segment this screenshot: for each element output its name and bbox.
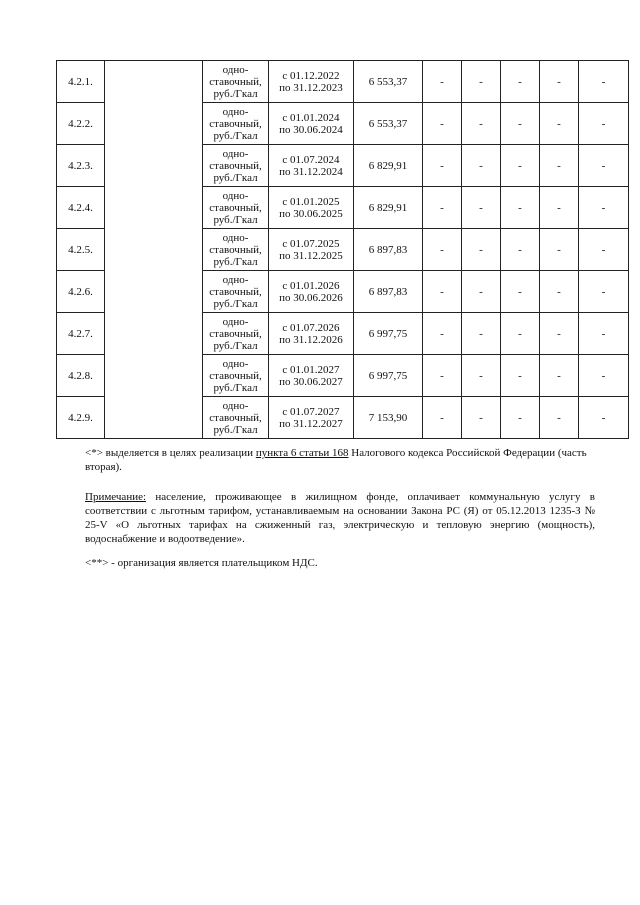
empty-value-dash: - (579, 313, 629, 355)
empty-value-dash: - (501, 355, 540, 397)
tariff-unit-line: ставочный, (209, 75, 262, 88)
empty-value-dash: - (540, 313, 579, 355)
empty-value-dash: - (501, 271, 540, 313)
empty-value-dash: - (462, 103, 501, 145)
empty-value-dash: - (423, 397, 462, 439)
tax-code-link[interactable]: пункта 6 статьи 168 (255, 447, 349, 459)
tariff-period (269, 103, 354, 145)
empty-value-dash: - (501, 397, 540, 439)
tariff-period-line: с 01.07.2025 (282, 237, 340, 250)
remark-label: Примечание: (85, 491, 147, 503)
row-number: 4.2.2. (57, 103, 105, 145)
footnote-vat-payer: <**> - организация является плательщиком НДС. (85, 557, 318, 569)
row-number: 4.2.3. (57, 145, 105, 187)
tariff-period-line: по 31.12.2024 (279, 165, 343, 178)
empty-value-dash: - (540, 355, 579, 397)
empty-value-dash: - (462, 145, 501, 187)
tariff-period (269, 145, 354, 187)
empty-value-dash: - (540, 145, 579, 187)
tariff-value: 6 553,37 (354, 61, 423, 103)
tariff-period-line: с 01.01.2026 (282, 279, 340, 292)
tariff-unit-line: одно- (222, 231, 249, 244)
empty-value-dash: - (423, 271, 462, 313)
tariff-unit-line: руб./Гкал (213, 87, 258, 100)
tariff-unit (203, 61, 269, 103)
empty-value-dash: - (540, 187, 579, 229)
tariff-period-line: по 30.06.2027 (279, 375, 343, 388)
tariff-unit-line: руб./Гкал (213, 255, 258, 268)
empty-value-dash: - (501, 145, 540, 187)
tariff-period-line: с 01.12.2022 (282, 69, 340, 82)
empty-value-dash: - (423, 313, 462, 355)
tariff-period-line: по 31.12.2023 (279, 81, 343, 94)
tariff-unit (203, 271, 269, 313)
empty-value-dash: - (462, 187, 501, 229)
tariff-period (269, 271, 354, 313)
remark-paragraph (85, 490, 595, 546)
tariff-unit-line: ставочный, (209, 201, 262, 214)
tariff-period-line: по 30.06.2024 (279, 123, 343, 136)
row-number: 4.2.6. (57, 271, 105, 313)
empty-value-dash: - (579, 271, 629, 313)
tariff-period-line: по 31.12.2027 (279, 417, 343, 430)
tariff-unit-line: ставочный, (209, 327, 262, 340)
tariff-value: 6 997,75 (354, 355, 423, 397)
empty-value-dash: - (501, 187, 540, 229)
empty-value-dash: - (423, 61, 462, 103)
empty-value-dash: - (423, 187, 462, 229)
tariff-unit (203, 313, 269, 355)
remark-text: население, проживающее в жилищном фонде, оплачивает коммунальную услугу в соответствии с льготным тарифом, устанавливаемым на основании Закона РС (Я) от 05.12.2013 1235-З № 25-V «О льготных тарифах на сжиженный газ, электрическую и тепловую энергию (мощность), водоснабжение и водоотведение». (85, 491, 595, 545)
row-number: 4.2.9. (57, 397, 105, 439)
tariff-unit-line: одно- (222, 147, 249, 160)
tariff-period-line: по 31.12.2026 (279, 333, 343, 346)
empty-value-dash: - (501, 229, 540, 271)
tariff-period-line: с 01.07.2024 (282, 153, 340, 166)
tariff-unit-line: одно- (222, 105, 249, 118)
tariff-value: 7 153,90 (354, 397, 423, 439)
tariff-value: 6 553,37 (354, 103, 423, 145)
tariff-table (56, 60, 629, 439)
tariff-unit-line: руб./Гкал (213, 213, 258, 226)
tariff-value: 6 829,91 (354, 145, 423, 187)
empty-value-dash: - (579, 397, 629, 439)
tariff-unit-line: руб./Гкал (213, 381, 258, 394)
footnote1-suffix: Налогового кодекса Российской Федерации (часть вторая). (85, 447, 587, 473)
empty-value-dash: - (462, 61, 501, 103)
empty-value-dash: - (579, 61, 629, 103)
tariff-unit-line: руб./Гкал (213, 423, 258, 436)
empty-value-dash: - (579, 355, 629, 397)
empty-value-dash: - (423, 145, 462, 187)
tariff-table-body (57, 61, 629, 439)
tariff-unit-line: одно- (222, 315, 249, 328)
tariff-unit-line: ставочный, (209, 285, 262, 298)
tariff-unit (203, 397, 269, 439)
empty-value-dash: - (540, 103, 579, 145)
tariff-period (269, 397, 354, 439)
empty-value-dash: - (579, 103, 629, 145)
tariff-unit (203, 355, 269, 397)
tariff-period-line: с 01.01.2027 (282, 363, 340, 376)
empty-value-dash: - (462, 229, 501, 271)
row-number: 4.2.8. (57, 355, 105, 397)
empty-value-dash: - (423, 103, 462, 145)
tariff-period-line: с 01.07.2027 (282, 405, 340, 418)
empty-value-dash: - (501, 61, 540, 103)
tariff-value: 6 829,91 (354, 187, 423, 229)
tariff-unit-line: руб./Гкал (213, 339, 258, 352)
tariff-unit-line: руб./Гкал (213, 171, 258, 184)
row-number: 4.2.1. (57, 61, 105, 103)
row-number: 4.2.5. (57, 229, 105, 271)
empty-value-dash: - (462, 355, 501, 397)
empty-value-dash: - (579, 187, 629, 229)
footnote1-prefix: <*> выделяется в целях реализации (85, 447, 256, 459)
tariff-unit-line: одно- (222, 189, 249, 202)
empty-value-dash: - (462, 313, 501, 355)
tariff-period (269, 61, 354, 103)
tariff-unit-line: руб./Гкал (213, 297, 258, 310)
tariff-period (269, 187, 354, 229)
empty-value-dash: - (540, 61, 579, 103)
tariff-period-line: по 31.12.2025 (279, 249, 343, 262)
empty-value-dash: - (501, 103, 540, 145)
tariff-value: 6 897,83 (354, 229, 423, 271)
tariff-period-line: по 30.06.2025 (279, 207, 343, 220)
tariff-unit (203, 187, 269, 229)
empty-value-dash: - (579, 145, 629, 187)
tariff-unit-line: руб./Гкал (213, 129, 258, 142)
tariff-period (269, 313, 354, 355)
tariff-unit (203, 145, 269, 187)
tariff-period-line: с 01.01.2025 (282, 195, 340, 208)
empty-value-dash: - (540, 229, 579, 271)
empty-value-dash: - (462, 271, 501, 313)
row-number: 4.2.4. (57, 187, 105, 229)
empty-value-dash: - (423, 355, 462, 397)
tariff-unit-line: ставочный, (209, 117, 262, 130)
tariff-unit-line: одно- (222, 273, 249, 286)
tariff-unit-line: ставочный, (209, 411, 262, 424)
tariff-period (269, 229, 354, 271)
tariff-unit-line: одно- (222, 357, 249, 370)
footnote-vat-purpose (85, 446, 595, 474)
empty-value-dash: - (501, 313, 540, 355)
empty-value-dash: - (540, 271, 579, 313)
tariff-period-line: с 01.01.2024 (282, 111, 340, 124)
table-row (57, 61, 629, 103)
tariff-value: 6 997,75 (354, 313, 423, 355)
tariff-period-line: по 30.06.2026 (279, 291, 343, 304)
tariff-value: 6 897,83 (354, 271, 423, 313)
empty-value-dash: - (579, 229, 629, 271)
tariff-unit-line: ставочный, (209, 369, 262, 382)
tariff-unit-line: ставочный, (209, 243, 262, 256)
tariff-unit-line: одно- (222, 63, 249, 76)
empty-value-dash: - (423, 229, 462, 271)
tariff-period (269, 355, 354, 397)
row-number: 4.2.7. (57, 313, 105, 355)
tariff-unit (203, 103, 269, 145)
tariff-unit (203, 229, 269, 271)
empty-value-dash: - (540, 397, 579, 439)
tariff-period-line: с 01.07.2026 (282, 321, 340, 334)
tariff-unit-line: одно- (222, 399, 249, 412)
empty-value-dash: - (462, 397, 501, 439)
organization-cell (105, 61, 203, 439)
tariff-unit-line: ставочный, (209, 159, 262, 172)
